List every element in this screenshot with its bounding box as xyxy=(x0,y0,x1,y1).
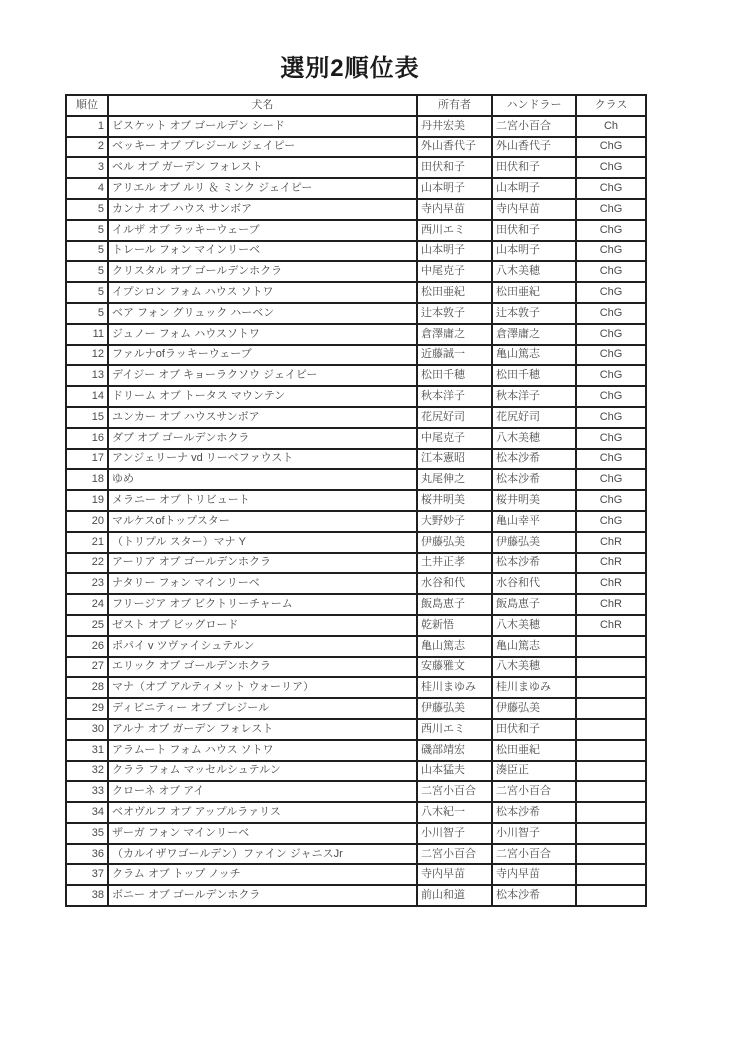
dog-name-cell: マルケスofトップスター xyxy=(108,511,417,532)
owner-cell: 土井正孝 xyxy=(417,553,492,574)
rank-cell: 25 xyxy=(66,615,108,636)
rank-cell: 27 xyxy=(66,657,108,678)
rank-cell: 23 xyxy=(66,573,108,594)
class-cell: ChG xyxy=(576,490,646,511)
owner-cell: 松田亜紀 xyxy=(417,282,492,303)
table-row xyxy=(66,365,646,386)
handler-cell: 二宮小百合 xyxy=(492,116,576,137)
rank-cell: 5 xyxy=(66,199,108,220)
class-cell xyxy=(576,864,646,885)
table-row xyxy=(66,532,646,553)
header-dog-name: 犬名 xyxy=(108,95,417,116)
handler-cell: 小川智子 xyxy=(492,823,576,844)
owner-cell: 小川智子 xyxy=(417,823,492,844)
class-cell xyxy=(576,698,646,719)
rank-cell: 34 xyxy=(66,802,108,823)
handler-cell: 桂川まゆみ xyxy=(492,677,576,698)
ranking-table-header xyxy=(66,95,646,116)
class-cell: ChG xyxy=(576,511,646,532)
table-row xyxy=(66,636,646,657)
class-cell: ChG xyxy=(576,282,646,303)
handler-cell: 松本沙希 xyxy=(492,802,576,823)
owner-cell: 水谷和代 xyxy=(417,573,492,594)
class-cell xyxy=(576,636,646,657)
handler-cell: 寺内早苗 xyxy=(492,864,576,885)
class-cell: ChG xyxy=(576,345,646,366)
dog-name-cell: ディビニティー オブ プレジール xyxy=(108,698,417,719)
owner-cell: 西川エミ xyxy=(417,220,492,241)
class-cell: ChG xyxy=(576,449,646,470)
rank-cell: 18 xyxy=(66,469,108,490)
rank-cell: 33 xyxy=(66,781,108,802)
owner-cell: 前山和道 xyxy=(417,885,492,906)
owner-cell: 秋本洋子 xyxy=(417,386,492,407)
handler-cell: 田伏和子 xyxy=(492,157,576,178)
handler-cell: 松田亜紀 xyxy=(492,282,576,303)
owner-cell: 丸尾伸之 xyxy=(417,469,492,490)
dog-name-cell: （トリプル スター）マナ Y xyxy=(108,532,417,553)
header-rank: 順位 xyxy=(66,95,108,116)
owner-cell: 桂川まゆみ xyxy=(417,677,492,698)
table-row xyxy=(66,282,646,303)
class-cell: ChR xyxy=(576,594,646,615)
rank-cell: 14 xyxy=(66,386,108,407)
owner-cell: 寺内早苗 xyxy=(417,864,492,885)
rank-cell: 16 xyxy=(66,428,108,449)
table-row xyxy=(66,324,646,345)
rank-cell: 24 xyxy=(66,594,108,615)
handler-cell: 亀山篤志 xyxy=(492,345,576,366)
handler-cell: 外山香代子 xyxy=(492,137,576,158)
class-cell: ChG xyxy=(576,199,646,220)
handler-cell: 亀山幸平 xyxy=(492,511,576,532)
class-cell: ChR xyxy=(576,553,646,574)
rank-cell: 4 xyxy=(66,178,108,199)
table-row xyxy=(66,615,646,636)
owner-cell: 辻本敦子 xyxy=(417,303,492,324)
handler-cell: 松田千穂 xyxy=(492,365,576,386)
rank-cell: 1 xyxy=(66,116,108,137)
table-row xyxy=(66,657,646,678)
table-row xyxy=(66,844,646,865)
dog-name-cell: トレール フォン マインリーベ xyxy=(108,241,417,262)
table-row xyxy=(66,157,646,178)
rank-cell: 5 xyxy=(66,241,108,262)
table-row xyxy=(66,220,646,241)
table-row xyxy=(66,761,646,782)
owner-cell: 田伏和子 xyxy=(417,157,492,178)
handler-cell: 秋本洋子 xyxy=(492,386,576,407)
table-row xyxy=(66,116,646,137)
rank-cell: 17 xyxy=(66,449,108,470)
class-cell: ChG xyxy=(576,365,646,386)
table-row xyxy=(66,864,646,885)
table-row xyxy=(66,740,646,761)
rank-cell: 31 xyxy=(66,740,108,761)
rank-cell: 5 xyxy=(66,282,108,303)
class-cell: ChG xyxy=(576,324,646,345)
class-cell: ChG xyxy=(576,220,646,241)
owner-cell: 外山香代子 xyxy=(417,137,492,158)
table-row xyxy=(66,573,646,594)
handler-cell: 松本沙希 xyxy=(492,885,576,906)
table-row xyxy=(66,490,646,511)
rank-cell: 37 xyxy=(66,864,108,885)
table-row xyxy=(66,823,646,844)
dog-name-cell: ポパイ v ツヴァイシュテルン xyxy=(108,636,417,657)
handler-cell: 二宮小百合 xyxy=(492,781,576,802)
handler-cell: 山本明子 xyxy=(492,178,576,199)
dog-name-cell: イプシロン フォム ハウス ソトワ xyxy=(108,282,417,303)
dog-name-cell: アルナ オブ ガーデン フォレスト xyxy=(108,719,417,740)
rank-cell: 13 xyxy=(66,365,108,386)
owner-cell: 江本憲昭 xyxy=(417,449,492,470)
dog-name-cell: ゆめ xyxy=(108,469,417,490)
dog-name-cell: エリック オブ ゴールデンホクラ xyxy=(108,657,417,678)
class-cell: ChG xyxy=(576,469,646,490)
handler-cell: 寺内早苗 xyxy=(492,199,576,220)
handler-cell: 倉澤庸之 xyxy=(492,324,576,345)
handler-cell: 八木美穂 xyxy=(492,261,576,282)
class-cell xyxy=(576,802,646,823)
class-cell: ChG xyxy=(576,178,646,199)
dog-name-cell: ファルナofラッキーウェーブ xyxy=(108,345,417,366)
owner-cell: 二宮小百合 xyxy=(417,844,492,865)
class-cell: ChR xyxy=(576,532,646,553)
table-row xyxy=(66,781,646,802)
dog-name-cell: メラニー オブ トリビュート xyxy=(108,490,417,511)
table-row xyxy=(66,511,646,532)
table-row xyxy=(66,261,646,282)
ranking-table xyxy=(65,94,647,907)
handler-cell: 山本明子 xyxy=(492,241,576,262)
dog-name-cell: ドリーム オブ トータス マウンテン xyxy=(108,386,417,407)
class-cell: ChG xyxy=(576,137,646,158)
rank-cell: 5 xyxy=(66,220,108,241)
table-row xyxy=(66,137,646,158)
table-row xyxy=(66,428,646,449)
table-row xyxy=(66,469,646,490)
owner-cell: 花尻好司 xyxy=(417,407,492,428)
table-row xyxy=(66,386,646,407)
class-cell xyxy=(576,740,646,761)
class-cell xyxy=(576,657,646,678)
handler-cell: 田伏和子 xyxy=(492,220,576,241)
class-cell: ChG xyxy=(576,157,646,178)
handler-cell: 二宮小百合 xyxy=(492,844,576,865)
dog-name-cell: デイジー オブ キョーラクソウ ジェイピー xyxy=(108,365,417,386)
header-owner: 所有者 xyxy=(417,95,492,116)
dog-name-cell: アンジェリーナ vd リーベファウスト xyxy=(108,449,417,470)
table-row xyxy=(66,885,646,906)
owner-cell: 伊藤弘美 xyxy=(417,698,492,719)
dog-name-cell: クリスタル オブ ゴールデンホクラ xyxy=(108,261,417,282)
rank-cell: 28 xyxy=(66,677,108,698)
class-cell xyxy=(576,844,646,865)
rank-cell: 15 xyxy=(66,407,108,428)
dog-name-cell: ベア フォン グリュック ハーベン xyxy=(108,303,417,324)
owner-cell: 松田千穂 xyxy=(417,365,492,386)
dog-name-cell: クローネ オブ アイ xyxy=(108,781,417,802)
header-row xyxy=(66,95,646,116)
owner-cell: 桜井明美 xyxy=(417,490,492,511)
handler-cell: 田伏和子 xyxy=(492,719,576,740)
handler-cell: 八木美穂 xyxy=(492,615,576,636)
table-row xyxy=(66,199,646,220)
table-row xyxy=(66,802,646,823)
owner-cell: 丹井宏美 xyxy=(417,116,492,137)
class-cell xyxy=(576,719,646,740)
owner-cell: 乾新悟 xyxy=(417,615,492,636)
class-cell: ChG xyxy=(576,261,646,282)
class-cell: ChG xyxy=(576,386,646,407)
owner-cell: 伊藤弘美 xyxy=(417,532,492,553)
owner-cell: 西川エミ xyxy=(417,719,492,740)
rank-cell: 30 xyxy=(66,719,108,740)
rank-cell: 2 xyxy=(66,137,108,158)
rank-cell: 35 xyxy=(66,823,108,844)
class-cell xyxy=(576,823,646,844)
rank-cell: 12 xyxy=(66,345,108,366)
table-row xyxy=(66,553,646,574)
handler-cell: 辻本敦子 xyxy=(492,303,576,324)
class-cell xyxy=(576,885,646,906)
header-handler: ハンドラー xyxy=(492,95,576,116)
dog-name-cell: ベッキー オブ プレジール ジェイピー xyxy=(108,137,417,158)
owner-cell: 山本明子 xyxy=(417,241,492,262)
owner-cell: 倉澤庸之 xyxy=(417,324,492,345)
owner-cell: 安藤雅文 xyxy=(417,657,492,678)
dog-name-cell: ボニー オブ ゴールデンホクラ xyxy=(108,885,417,906)
rank-cell: 38 xyxy=(66,885,108,906)
dog-name-cell: フリージア オブ ビクトリーチャーム xyxy=(108,594,417,615)
class-cell xyxy=(576,677,646,698)
owner-cell: 中尾克子 xyxy=(417,428,492,449)
ranking-table-body xyxy=(66,116,646,906)
dog-name-cell: クララ フォム マッセルシュテルン xyxy=(108,761,417,782)
rank-cell: 20 xyxy=(66,511,108,532)
handler-cell: 松本沙希 xyxy=(492,469,576,490)
owner-cell: 中尾克子 xyxy=(417,261,492,282)
handler-cell: 桜井明美 xyxy=(492,490,576,511)
handler-cell: 水谷和代 xyxy=(492,573,576,594)
handler-cell: 湊臣正 xyxy=(492,761,576,782)
dog-name-cell: ダブ オブ ゴールデンホクラ xyxy=(108,428,417,449)
owner-cell: 大野妙子 xyxy=(417,511,492,532)
rank-cell: 3 xyxy=(66,157,108,178)
dog-name-cell: クラム オブ トップ ノッチ xyxy=(108,864,417,885)
table-row xyxy=(66,345,646,366)
rank-cell: 32 xyxy=(66,761,108,782)
owner-cell: 亀山篤志 xyxy=(417,636,492,657)
handler-cell: 花尻好司 xyxy=(492,407,576,428)
table-row xyxy=(66,719,646,740)
table-row xyxy=(66,178,646,199)
dog-name-cell: （カルイザワゴールデン）ファイン ジャニスJr xyxy=(108,844,417,865)
dog-name-cell: アーリア オブ ゴールデンホクラ xyxy=(108,553,417,574)
dog-name-cell: アラムート フォム ハウス ソトワ xyxy=(108,740,417,761)
table-row xyxy=(66,449,646,470)
rank-cell: 26 xyxy=(66,636,108,657)
owner-cell: 近藤誠一 xyxy=(417,345,492,366)
class-cell: ChR xyxy=(576,615,646,636)
dog-name-cell: ベル オブ ガーデン フォレスト xyxy=(108,157,417,178)
dog-name-cell: ベオヴルフ オブ アップルラァリス xyxy=(108,802,417,823)
dog-name-cell: ジュノー フォム ハウスソトワ xyxy=(108,324,417,345)
dog-name-cell: カンナ オブ ハウス サンボア xyxy=(108,199,417,220)
rank-cell: 29 xyxy=(66,698,108,719)
dog-name-cell: ビスケット オブ ゴールデン シード xyxy=(108,116,417,137)
owner-cell: 飯島恵子 xyxy=(417,594,492,615)
handler-cell: 松田亜紀 xyxy=(492,740,576,761)
class-cell: ChG xyxy=(576,241,646,262)
owner-cell: 寺内早苗 xyxy=(417,199,492,220)
rank-cell: 5 xyxy=(66,261,108,282)
handler-cell: 八木美穂 xyxy=(492,428,576,449)
class-cell: ChG xyxy=(576,407,646,428)
rank-cell: 11 xyxy=(66,324,108,345)
class-cell: ChR xyxy=(576,573,646,594)
owner-cell: 山本猛夫 xyxy=(417,761,492,782)
table-row xyxy=(66,594,646,615)
dog-name-cell: イルザ オブ ラッキーウェーブ xyxy=(108,220,417,241)
dog-name-cell: ザーガ フォン マインリーベ xyxy=(108,823,417,844)
rank-cell: 21 xyxy=(66,532,108,553)
handler-cell: 伊藤弘美 xyxy=(492,698,576,719)
handler-cell: 飯島恵子 xyxy=(492,594,576,615)
table-row xyxy=(66,698,646,719)
page-title: 選別2順位表 xyxy=(280,55,420,82)
rank-cell: 22 xyxy=(66,553,108,574)
handler-cell: 松本沙希 xyxy=(492,553,576,574)
dog-name-cell: ゼスト オブ ビッグロード xyxy=(108,615,417,636)
class-cell xyxy=(576,761,646,782)
table-row xyxy=(66,241,646,262)
class-cell: Ch xyxy=(576,116,646,137)
class-cell: ChG xyxy=(576,303,646,324)
dog-name-cell: ユンカー オブ ハウスサンボア xyxy=(108,407,417,428)
owner-cell: 磯部靖宏 xyxy=(417,740,492,761)
handler-cell: 松本沙希 xyxy=(492,449,576,470)
owner-cell: 二宮小百合 xyxy=(417,781,492,802)
handler-cell: 亀山篤志 xyxy=(492,636,576,657)
rank-cell: 5 xyxy=(66,303,108,324)
table-row xyxy=(66,407,646,428)
class-cell: ChG xyxy=(576,428,646,449)
handler-cell: 八木美穂 xyxy=(492,657,576,678)
table-row xyxy=(66,303,646,324)
header-class: クラス xyxy=(576,95,646,116)
owner-cell: 八木紀一 xyxy=(417,802,492,823)
rank-cell: 36 xyxy=(66,844,108,865)
dog-name-cell: アリエル オブ ルリ ＆ ミンク ジェイピー xyxy=(108,178,417,199)
class-cell xyxy=(576,781,646,802)
dog-name-cell: マナ（オブ アルティメット ウォーリア） xyxy=(108,677,417,698)
owner-cell: 山本明子 xyxy=(417,178,492,199)
rank-cell: 19 xyxy=(66,490,108,511)
dog-name-cell: ナタリー フォン マインリーベ xyxy=(108,573,417,594)
handler-cell: 伊藤弘美 xyxy=(492,532,576,553)
table-row xyxy=(66,677,646,698)
